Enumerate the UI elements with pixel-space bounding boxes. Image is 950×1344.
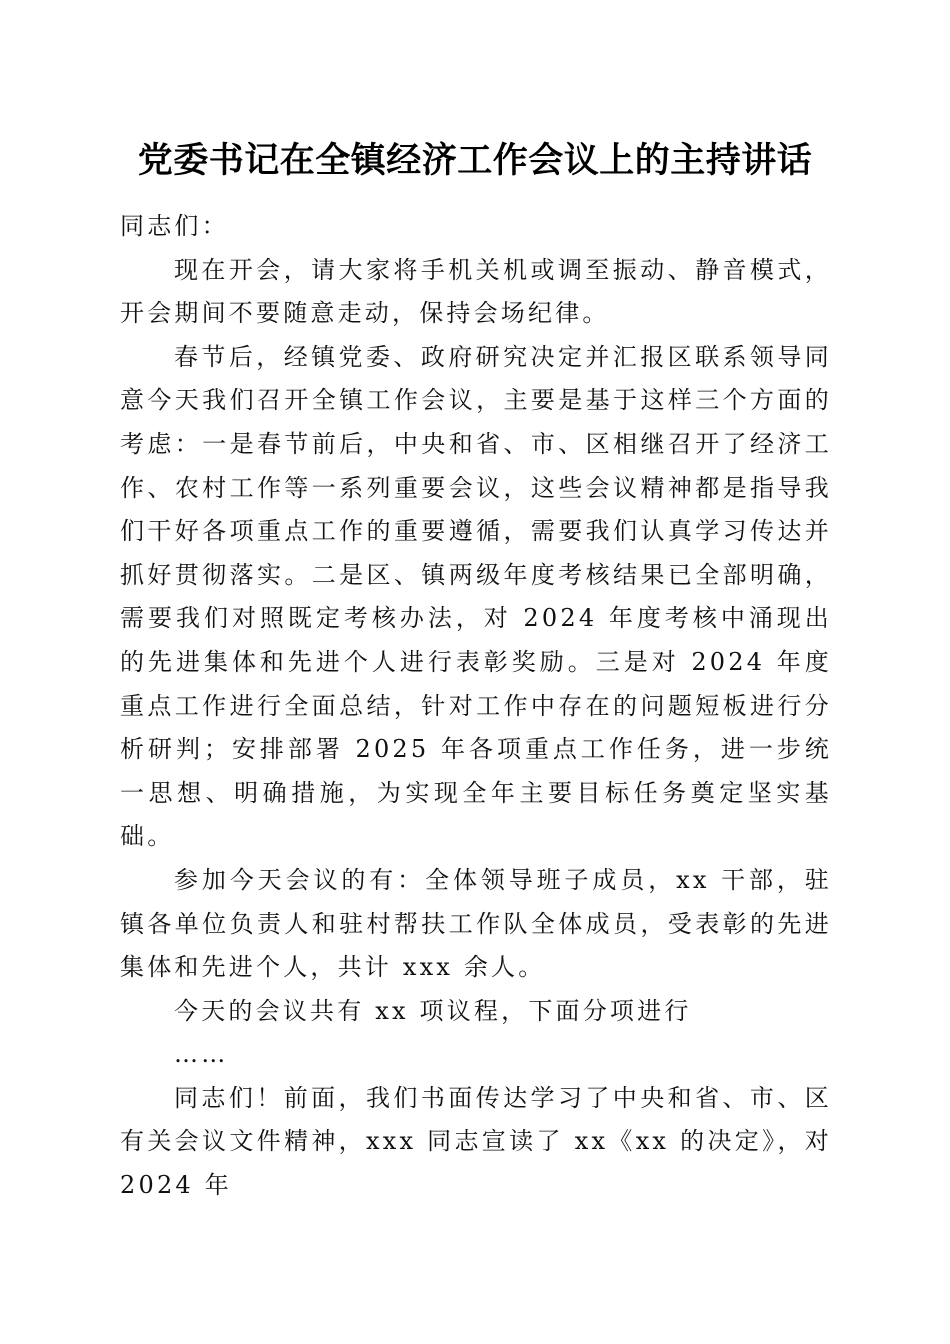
paragraph-agenda: 今天的会议共有 xx 项议程，下面分项进行	[174, 996, 692, 1025]
paragraph-meeting-purpose: 春节后，经镇党委、政府研究决定并汇报区联系领导同意今天我们召开全镇工作会议，主要是基于这样三个方面的考虑：一是春节前后，中央和省、市、区相继召开了经济工作、农村工作等一系列重要会议，这些会议精神都是指导我们干好各项重点工作的重要遵循，需要我们认真学习传达并抓好贯彻落实。二是区、镇两级年度考核结果已全部明确，需要我们对照既定考核办法，对 2024 年度考核中涌现出的先进集体和先进个人进行表彰奖励。三是对 2024 年度重点工作进行全面总结，针对工作中存在的问题短板进行分析研判；安排部署 2025 年各项重点工作任务，进一步统一思想、明确措施，为实现全年主要目标任务奠定坚实基础。	[120, 342, 832, 851]
ellipsis: ……	[174, 1040, 229, 1069]
document-body	[120, 205, 832, 1208]
paragraph-attendees: 参加今天会议的有：全体领导班子成员，xx 干部，驻镇各单位负责人和驻村帮扶工作队全体成员，受表彰的先进集体和先进个人，共计 xxx 余人。	[120, 865, 832, 982]
paragraph-opening: 现在开会，请大家将手机关机或调至振动、静音模式，开会期间不要随意走动，保持会场纪律。	[120, 255, 832, 328]
paragraph-summary: 同志们！前面，我们书面传达学习了中央和省、市、区有关会议文件精神，xxx 同志宣读了 xx《xx 的决定》，对 2024 年	[120, 1083, 832, 1200]
document-title: 党委书记在全镇经济工作会议上的主持讲话	[137, 140, 813, 181]
salutation: 同志们：	[120, 212, 229, 240]
